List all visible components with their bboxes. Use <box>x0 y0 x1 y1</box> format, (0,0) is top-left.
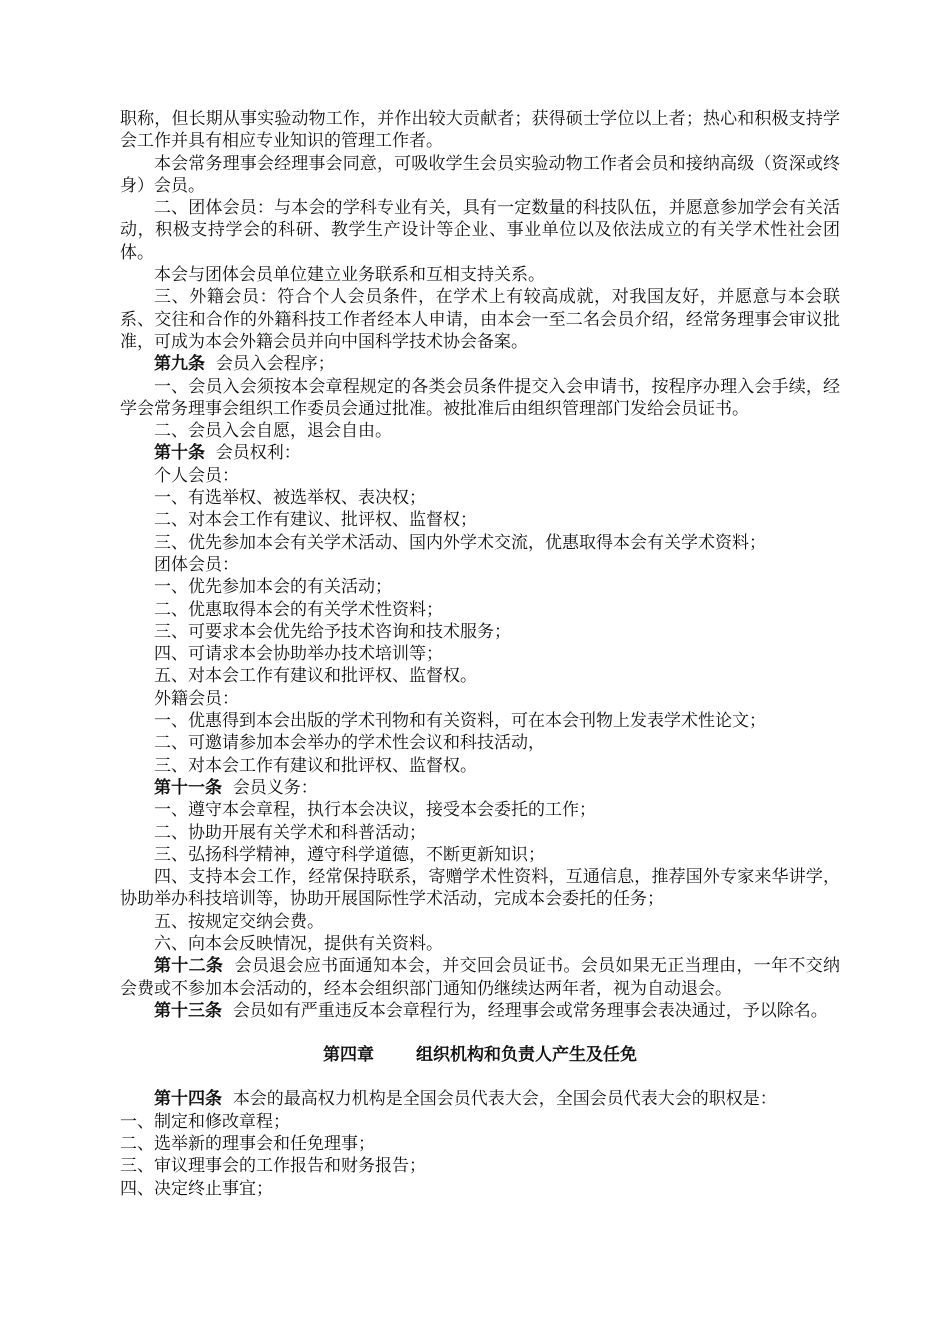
article-9-paragraph-1: 一、会员入会须按本会章程规定的各类会员条件提交入会申请书，按程序办理入会手续，经学会常务理事会组织工作委员会通过批准。被批准后由组织管理部门发给会员证书。 <box>120 376 840 419</box>
list-item: 一、遵守本会章程，执行本会决议，接受本会委托的工作； <box>154 800 596 821</box>
group-member-heading: 团体会员： <box>154 554 239 575</box>
list-item: 一、有选举权、被选举权、表决权； <box>154 488 426 509</box>
paragraph-group-relation: 本会与团体会员单位建立业务联系和互相支持关系。 <box>154 265 545 286</box>
list-item: 三、优先参加本会有关学术活动、国内外学术交流，优惠取得本会有关学术资料； <box>154 532 766 553</box>
article-11-item-4: 四、支持本会工作，经常保持联系，寄赠学术性资料，互通信息，推荐国外专家来华讲学，协助举办科技培训等，协助开展国际性学术活动，完成本会委托的任务； <box>120 867 840 910</box>
article-12-paragraph <box>120 955 840 1000</box>
article-10-title: 会员权利： <box>215 443 301 464</box>
chapter-heading <box>120 1044 840 1066</box>
article-14-label: 第十四条 <box>154 1089 222 1110</box>
list-item: 六、向本会反映情况，提供有关资料。 <box>154 933 443 954</box>
article-11-heading <box>120 777 840 799</box>
article-10-heading <box>120 442 840 464</box>
document-page <box>120 108 840 1200</box>
article-9-label: 第九条 <box>154 354 205 375</box>
list-item: 一、优惠得到本会出版的学术刊物和有关资料，可在本会刊物上发表学术性论文； <box>154 711 766 732</box>
article-13-paragraph <box>120 1000 840 1022</box>
article-10-label: 第十条 <box>154 443 205 464</box>
list-item: 二、对本会工作有建议、批评权、监督权； <box>154 510 477 531</box>
list-item: 二、选举新的理事会和任免理事； <box>120 1134 375 1155</box>
list-item: 五、对本会工作有建议和批评权、监督权。 <box>154 666 477 687</box>
list-item: 三、对本会工作有建议和批评权、监督权。 <box>154 755 477 776</box>
article-9-title: 会员入会程序； <box>215 354 335 375</box>
list-item: 三、弘扬科学精神，遵守科学道德，不断更新知识； <box>154 844 545 865</box>
chapter-title: 组织机构和负责人产生及任免 <box>416 1045 637 1066</box>
article-11-label: 第十一条 <box>154 777 222 798</box>
list-item: 三、可要求本会优先给予技术咨询和技术服务； <box>154 621 511 642</box>
paragraph-group-member: 二、团体会员：与本会的学科专业有关，具有一定数量的科技队伍，并愿意参加学会有关活动，积极支持学会的科研、教学生产设计等企业、事业单位以及依法成立的有关学术性社会团体。 <box>120 198 840 263</box>
article-13-text: 会员如有严重违反本会章程行为，经理事会或常务理事会表决通过，予以除名。 <box>232 1000 828 1021</box>
list-item: 四、决定终止事宜； <box>120 1178 273 1199</box>
article-14-text: 本会的最高权力机构是全国会员代表大会，全国会员代表大会的职权是： <box>232 1089 777 1110</box>
list-item: 二、可邀请参加本会举办的学术性会议和科技活动， <box>154 733 545 754</box>
article-11-title: 会员义务： <box>232 777 318 798</box>
paragraph-student-member: 本会常务理事会经理事会同意，可吸收学生会员实验动物工作者会员和接纳高级（资深或终身）会员。 <box>120 153 840 196</box>
article-14-paragraph <box>120 1088 840 1110</box>
article-9-heading <box>120 353 840 375</box>
list-item: 五、按规定交纳会费。 <box>154 911 324 932</box>
list-item: 三、审议理事会的工作报告和财务报告； <box>120 1156 426 1177</box>
list-item: 一、制定和修改章程； <box>120 1111 290 1132</box>
list-item: 四、可请求本会协助举办技术培训等； <box>154 644 443 665</box>
list-item: 二、协助开展有关学术和科普活动； <box>154 822 426 843</box>
list-item: 一、优先参加本会的有关活动； <box>154 577 392 598</box>
article-12-label: 第十二条 <box>154 956 224 977</box>
individual-member-heading: 个人会员： <box>154 465 239 486</box>
article-9-paragraph-2: 二、会员入会自愿，退会自由。 <box>154 421 392 442</box>
chapter-number: 第四章 <box>323 1045 374 1066</box>
article-12-text: 会员退会应书面通知本会，并交回会员证书。会员如果无正当理由，一年不交纳会费或不参加本会活动的，经本会组织部门通知仍继续达两年者，视为自动退会。 <box>120 956 840 999</box>
paragraph-foreign-member: 三、外籍会员：符合个人会员条件，在学术上有较高成就，对我国友好，并愿意与本会联系、交往和合作的外籍科技工作者经本人申请，由本会一至二名会员介绍，经常务理事会审议批准，可成为本会外籍会员并向中国科学技术协会备案。 <box>120 287 840 352</box>
list-item: 二、优惠取得本会的有关学术性资料； <box>154 599 443 620</box>
article-13-label: 第十三条 <box>154 1000 222 1021</box>
foreign-member-heading: 外籍会员： <box>154 688 239 709</box>
paragraph-individual-member-continued: 职称，但长期从事实验动物工作，并作出较大贡献者；获得硕士学位以上者；热心和积极支持学会工作并具有相应专业知识的管理工作者。 <box>120 109 840 152</box>
